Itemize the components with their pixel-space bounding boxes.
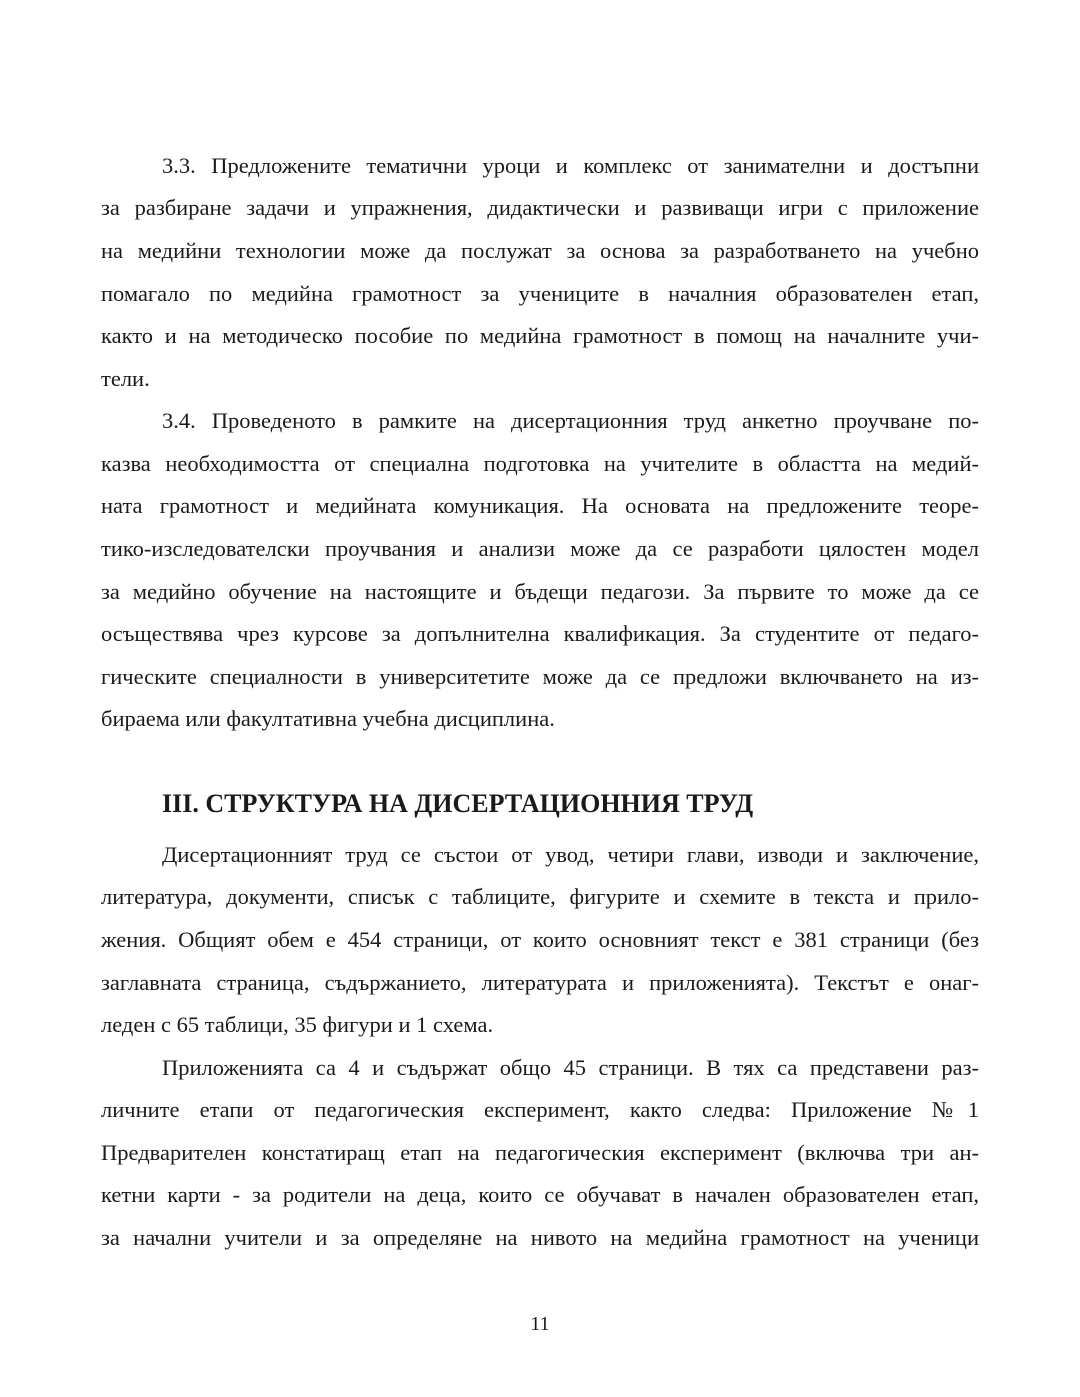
text-line: осъществява чрез курсове за допълнителна квалификация. За студентите от педаго-: [101, 621, 979, 646]
text-line: ната грамотност и медийната комуникация. На основата на предложените теоре-: [101, 493, 979, 518]
text-line: 3.4. Проведеното в рамките на дисертационния труд анкетно проучване по-: [162, 408, 979, 433]
text-line: казва необходимостта от специална подготовка на учителите в областта на медий-: [101, 451, 979, 476]
text-line: тико-изследователски проучвания и анализи може да се разработи цялостен модел: [101, 536, 979, 561]
text-line: помагало по медийна грамотност за учениците в началния образователен етап,: [101, 281, 979, 306]
text-line: личните етапи от педагогическия експеримент, както следва: Приложение №1: [101, 1097, 979, 1122]
text-line: кетни карти - за родители на деца, които се обучават в начален образователен етап,: [101, 1182, 979, 1207]
section-heading: III. СТРУКТУРА НА ДИСЕРТАЦИОННИЯ ТРУД: [162, 789, 754, 818]
text-line: на медийни технологии може да послужат за основа за разработването на учебно: [101, 238, 979, 263]
page-number: 11: [530, 1313, 550, 1335]
text-line: литература, документи, списък с таблиците, фигурите и схемите в текста и прило-: [101, 884, 979, 909]
text-line: за начални учители и за определяне на нивото на медийна грамотност на ученици: [101, 1225, 979, 1250]
text-line: тели.: [101, 366, 150, 391]
text-line: както и на методическо пособие по медийна грамотност в помощ на началните учи-: [101, 323, 979, 348]
text-line: Предварителен констатиращ етап на педагогическия експеримент (включва три ан-: [101, 1140, 979, 1165]
text-line: гическите специалности в университетите може да се предложи включването на из-: [101, 664, 979, 689]
text-line: жения. Общият обем е 454 страници, от които основният текст е 381 страници (без: [101, 927, 979, 952]
text-line: Приложенията са 4 и съдържат общо 45 страници. В тях са представени раз-: [162, 1055, 979, 1080]
text-line: за медийно обучение на настоящите и бъдещи педагози. За първите то може да се: [101, 579, 979, 604]
text-line: бираема или факултативна учебна дисциплина.: [101, 706, 555, 731]
text-line: за разбиране задачи и упражнения, дидактически и развиващи игри с приложение: [101, 195, 979, 220]
text-line: заглавната страница, съдържанието, литературата и приложенията). Текстът е онаг-: [101, 970, 979, 995]
text-line: Дисертационният труд се състои от увод, четири глави, изводи и заключение,: [162, 842, 979, 867]
text-line: 3.3. Предложените тематични уроци и комплекс от занимателни и достъпни: [162, 153, 979, 178]
text-line: леден с 65 таблици, 35 фигури и 1 схема.: [101, 1012, 494, 1037]
